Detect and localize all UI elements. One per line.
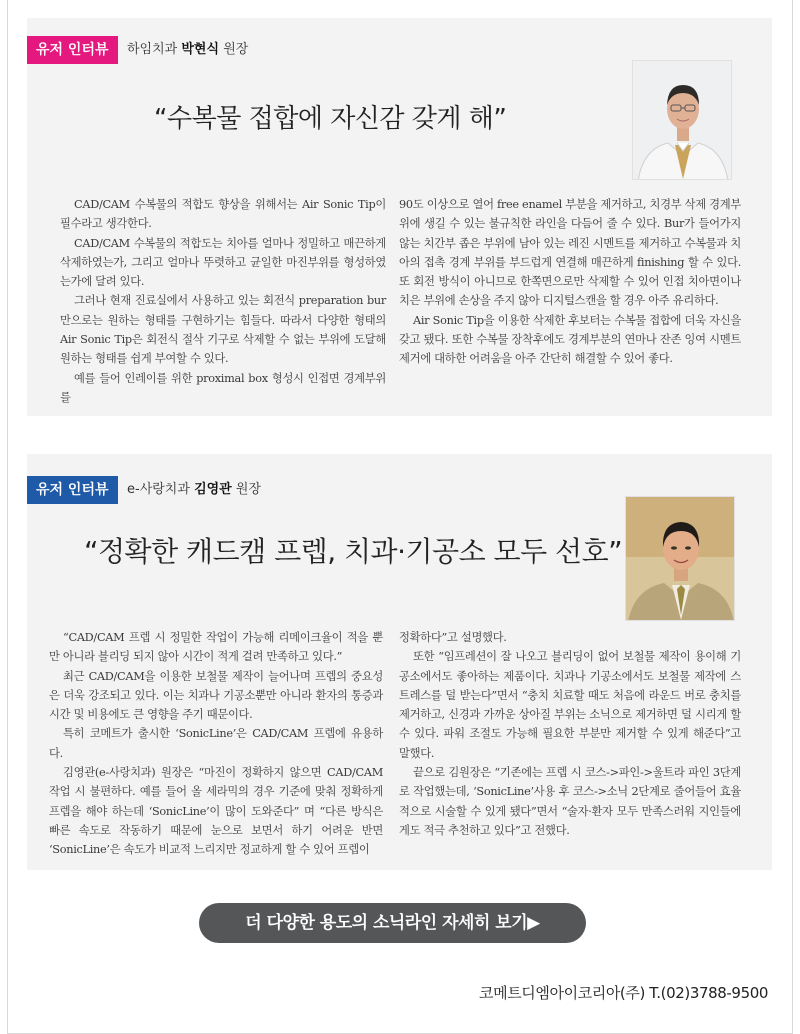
interviewee-byline xyxy=(127,476,261,504)
article-column-right xyxy=(399,195,741,369)
doctor-portrait-icon xyxy=(632,60,732,180)
more-details-button[interactable]: 더 다양한 용도의 소닉라인 자세히 보기▶ xyxy=(199,903,586,943)
company-contact: 코메트디엠아이코리아(주) T.(02)3788-9500 xyxy=(479,984,768,1002)
article-paragraph: Air Sonic Tip을 이용한 삭제한 후보터는 수복물 접합에 더욱 자신을 갖고 됐다. 또한 수복물 장착후에도 경계부분의 연마나 잔존 잉여 시멘트 제거에 대하한 어려움을 아주 간단히 해결할 수 있어 좋다. xyxy=(399,313,741,366)
article-paragraph: 90도 이상으로 열어 free enamel 부분을 제거하고, 치경부 삭제 경계부위에 생길 수 있는 불규칙한 라인을 다듬어 줄 수 있다. Bur가 들어가지 않는 치간부 좁은 부위에 남아 있는 레진 시멘트를 제거하고 수복물과 치아의 접촉 경계 부위를 부드럽게 연결해 매끈하게 finishing 할 수 있다. 또 회전 방식이 아니므로 한쪽면으로만 삭제할 수 있어 인접 치아면이나 치은 부위에 손상을 주지 않아 디지털스캔을 할 경우 아주 유리하다. xyxy=(399,198,741,308)
article-paragraph: 최근 CAD/CAM을 이용한 보철물 제작이 늘어나며 프렙의 중요성은 더욱 강조되고 있다. 이는 치과나 기공소뿐만 아니라 환자의 통증과 시간 및 비용에도 큰 영향을 주기 때문이다. xyxy=(49,669,383,722)
article-paragraph: 그러나 현재 진료실에서 사용하고 있는 회전식 preparation bur 만으로는 원하는 형태를 구현하기는 힘들다. 따라서 다양한 형태의 Air Sonic Tip은 회전식 절삭 기구로 삭제할 수 없는 부위에 도달해 원하는 형태를 쉽게 부여할 수 있다. xyxy=(60,294,386,366)
interview-panel-1 xyxy=(27,18,772,416)
interview-headline: “정확한 캐드캠 프렙, 치과·기공소 모두 선호” xyxy=(84,535,623,568)
article-paragraph: 예를 들어 인레이를 위한 proximal box 형성시 인접면 경계부위를 xyxy=(60,371,386,404)
article-paragraph: 정확하다”고 설명했다. xyxy=(399,631,507,644)
clinic-name: 하임치과 xyxy=(127,42,178,57)
user-interview-tag: 유저 인터뷰 xyxy=(27,36,118,64)
doctor-name: 김영관 xyxy=(194,482,232,497)
article-paragraph: 끝으로 김원장은 “기존에는 프렙 시 코스->파인->울트라 파인 3단계로 작업했는데, ‘SonicLine’사용 후 코스->소닉 2단계로 줄어들어 효율적으로 시술할 수 있게 됐다”면서 “술자·환자 모두 만족스러워 지인들에게도 적극 추천하고 있다”고 전했다. xyxy=(399,766,741,837)
article-paragraph: “CAD/CAM 프렙 시 정밀한 작업이 가능해 리메이크율이 적을 뿐만 아니라 블리딩 되지 않아 시간이 적게 걸려 만족하고 있다.” xyxy=(49,631,383,664)
doctor-name: 박현식 xyxy=(181,42,220,57)
article-column-left xyxy=(60,195,386,407)
interview-panel-2 xyxy=(27,454,772,870)
article-paragraph: 특히 코메트가 출시한 ‘SonicLine’은 CAD/CAM 프렙에 유용하다. xyxy=(49,727,383,760)
doctor-title: 원장 xyxy=(223,42,249,57)
article-paragraph: CAD/CAM 수복물의 적합도 향상을 위해서는 Air Sonic Tip이 필수라고 생각한다. xyxy=(60,198,386,231)
doctor-title: 원장 xyxy=(235,482,262,497)
article-paragraph: CAD/CAM 수복물의 적합도는 치아를 얼마나 정밀하고 매끈하게 삭제하였는가, 그리고 얼마나 뚜렷하고 균일한 마진부위를 형성하였는가에 달려 있다. xyxy=(60,236,386,289)
article-paragraph: 김영관(e-사랑치과) 원장은 “마진이 정확하지 않으면 CAD/CAM 작업 시 불편하다. 예를 들어 올 세라믹의 경우 기준에 맞춰 정확하게 프렙을 해야 하는데 ‘SonicLine’이 많이 도와준다” 며 “다른 방식은 빠른 속도로 작동하기 때문에 눈으로 보면서 하기 어려운 반면 ‘SonicLine’은 속도가 비교적 느리지만 정교하게 할 수 있어 프렙이 xyxy=(49,766,383,857)
article-column-right xyxy=(399,628,741,840)
article-column-left xyxy=(49,628,383,860)
interview-headline: “수복물 접합에 자신감 갖게 해” xyxy=(154,104,507,134)
article-paragraph: 또한 “임프레션이 잘 나오고 블리딩이 없어 보철물 제작이 용이해 기공소에서도 좋아하는 제품이다. 치과나 기공소에서도 보철물 제작에 스트레스를 덜 받는다”면서 “충치 치료할 때도 처음에 라운드 버로 충치를 제거하고, 신경과 가까운 상아질 부위는 소닉으로 제거하면 덜 시리게 할 수 있다. 파워 조절도 가능해 필요한 부분만 제거할 수 있게 해준다”고 말했다. xyxy=(399,650,741,760)
clinic-name: e-사랑치과 xyxy=(127,482,190,497)
user-interview-tag: 유저 인터뷰 xyxy=(27,476,118,504)
interviewee-byline xyxy=(127,36,248,64)
doctor-portrait-icon xyxy=(625,496,735,621)
